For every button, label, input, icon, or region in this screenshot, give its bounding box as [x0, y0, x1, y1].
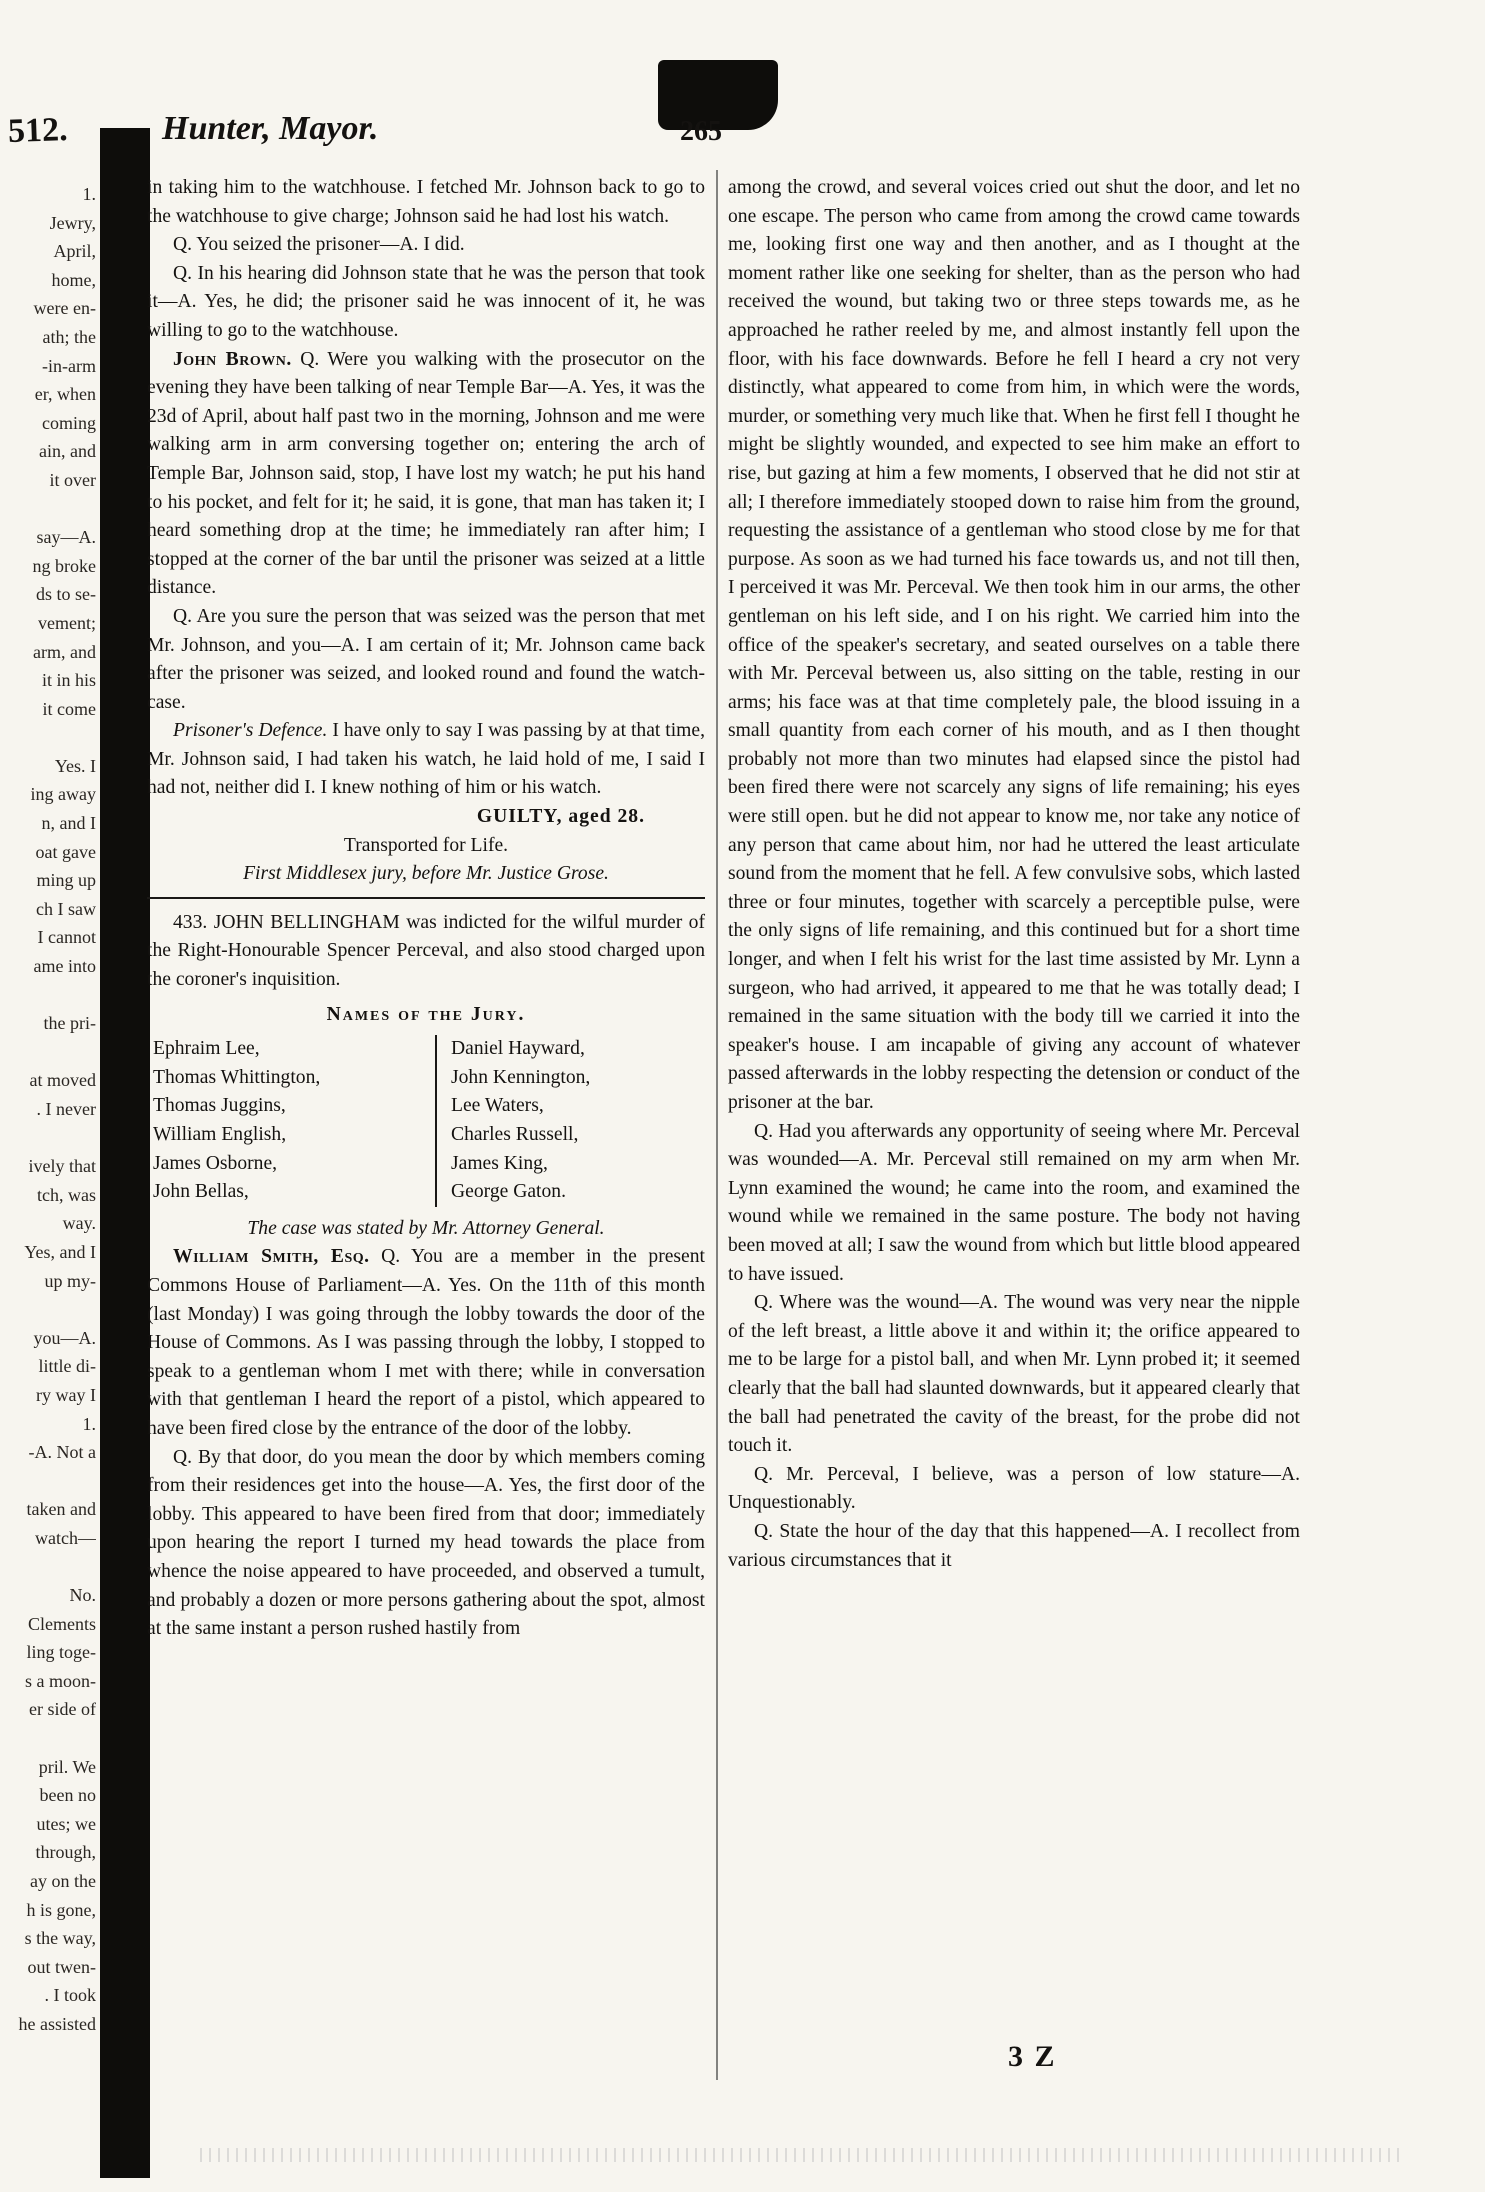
previous-page-line: were en-: [33, 298, 96, 319]
previous-page-line: ively that: [28, 1156, 96, 1177]
previous-page-line: ing away: [30, 784, 96, 805]
previous-page-line: [0, 495, 96, 524]
previous-page-line: -A. Not a: [28, 1442, 96, 1463]
previous-page-line: it over: [49, 469, 96, 490]
witness-paragraph: [147, 346, 705, 603]
previous-page-line: ling toge-: [26, 1642, 96, 1663]
witness-name: William Smith, Esq.: [173, 1246, 370, 1268]
previous-page-line: home,: [51, 269, 96, 290]
juror-name: Thomas Whittington,: [153, 1066, 321, 1088]
defence-paragraph: [147, 717, 705, 803]
defence-label: Prisoner's Defence.: [173, 720, 328, 742]
juror-name: Lee Waters,: [451, 1095, 544, 1117]
previous-page-line: Jewry,: [49, 212, 96, 233]
juror-name: James Osborne,: [153, 1152, 278, 1174]
juror-name: John Kennington,: [451, 1066, 591, 1088]
paragraph: among the crowd, and several voices cried out shut the door, and let no one escape. The person who came from among the crowd came towards me, looking first one way and then another, and as I thought at the moment rather like one seeking for shelter, than as the person who had received the wound, but taking two or three steps towards me, as he approached he rather reeled by me, and almost instantly fell upon the floor, with his face downwards. Before he fell I heard a cry not very distinctly, what appeared to come from him, in which were the words, murder, or something very much like that. When he first fell I thought he might be slightly wounded, and expected to see him make an effort to rise, but gazing at him a few moments, I observed that he did not stir at all; I therefore immediately stooped down to raise him from the ground, requesting the assistance of a gentleman who stood close by me for that purpose. As soon as we had turned his face towards us, and not till then, I perceived it was Mr. Perceval. We then took him in our arms, the other gentleman on his left side, and I on his right. We carried him into the office of the speaker's secretary, and seated ourselves on a table there with Mr. Perceval between us, also sitting on the table, resting in our arms; his face was at that time completely pale, the blood issuing in a small quantity from each corner of his mouth, and as I then thought probably not more than two minutes had elapsed since the pistol had been fired there were not scarcely any signs of life remaining; his eyes were still open. but he did not appear to know me, nor take any notice of any person that came about him, nor had he uttered the least articulate sound from the moment that he fell. A few convulsive sobs, which lasted three or four minutes, together with scarcely a perceptible pulse, were the only signs of life remaining, and this continued but for a short time longer, and when I felt his wrist for the last time assisted by Mr. Lynn a surgeon, who had arrived, it appeared to me that he was totally dead; I remained in the same situation with the body till we carried it into the speaker's house. I am incapable of giving any account of whatever passed afterwards in the lobby respecting the detension or conduct of the prisoner at the bar.: [728, 177, 1300, 1113]
paragraph: Q. Had you afterwards any opportunity of seeing where Mr. Perceval was wounded—A. Mr. Perceval still remained on my arm when Mr. Lynn examined the wound; he came into the room, and examined the wound while we remained in the same posture. The body not having been moved at all; I saw the wound from which but little blood appeared to have issued.: [728, 1120, 1300, 1285]
juror-name: George Gaton.: [451, 1181, 566, 1203]
juror-name: Daniel Hayward,: [451, 1038, 585, 1060]
previous-page-line: . I took: [44, 1985, 96, 2006]
juror-name: William English,: [153, 1124, 287, 1145]
previous-page-line: ch I saw: [36, 898, 96, 919]
juror-name: John Bellas,: [153, 1181, 249, 1203]
juror-name: Ephraim Lee,: [153, 1038, 260, 1060]
previous-page-line: say—A.: [36, 527, 96, 548]
previous-page-line: Yes. I: [54, 755, 96, 776]
previous-page-line: arm, and: [33, 641, 96, 662]
previous-page-line: it in his: [41, 670, 96, 691]
previous-page-line: ain, and: [39, 441, 96, 462]
previous-page-line: ng broke: [32, 555, 96, 576]
jury-list-left: [147, 1035, 437, 1207]
paragraph: Q. Mr. Perceval, I believe, was a person of low stature—A. Unquestionably.: [728, 1463, 1300, 1514]
witness-paragraph: [147, 1243, 705, 1443]
previous-page-line: through,: [35, 1842, 96, 1863]
previous-page-line: -in-arm: [42, 355, 96, 376]
previous-page-line: watch—: [35, 1527, 96, 1548]
previous-page-line: at moved: [29, 1070, 96, 1091]
previous-page-line: [0, 1467, 96, 1496]
previous-page-line: way.: [62, 1213, 96, 1234]
previous-page-line: oat gave: [35, 841, 96, 862]
previous-page-line: er side of: [29, 1699, 96, 1720]
witness-testimony: Q. You are a member in the present Commons House of Parliament—A. Yes. On the 11th of this month (last Monday) I was going through the lobby towards the door of the House of Commons. As I was passing through the lobby, I stopped to speak to a gentleman whom I met with there; while in conversation with that gentleman I heard the report of a pistol, which appeared to have been fired close by the entrance of the door of the lobby.: [147, 1246, 705, 1439]
previous-page-line: coming: [42, 412, 96, 433]
verdict: GUILTY, aged 28.: [476, 806, 645, 828]
juror-name: Thomas Juggins,: [153, 1095, 286, 1117]
binding-shadow: [100, 128, 150, 2178]
witness-testimony: Q. Were you walking with the prosecutor on the evening they have been talking of near Temple Bar—A. Yes, it was the 23d of April, about half past two in the morning, Johnson and me were walking arm in arm conversing together on; entering the arch of Temple Bar, Johnson said, stop, I have lost my watch; he put his hand to his pocket, and felt for it; he said, it is gone, that man has taken it; I heard something drop at the time; he immediately ran after him; I stopped at the corner of the bar until the prisoner was seized at a little distance.: [147, 348, 705, 599]
sentence: Transported for Life.: [343, 834, 509, 856]
previous-page-line: the pri-: [43, 1013, 96, 1034]
paragraph: Q. Are you sure the person that was seized was the person that met Mr. Johnson, and you—A. I am certain of it; Mr. Johnson came back after the prisoner was seized, and looked round and found the watch-case.: [147, 605, 705, 713]
section-rule: [147, 897, 705, 899]
previous-page-line: ame into: [33, 956, 96, 977]
previous-page-line: ath; the: [42, 326, 96, 347]
previous-page-line: 1.: [82, 184, 96, 204]
previous-page-line: [0, 981, 96, 1010]
previous-page-line: Yes, and I: [24, 1241, 96, 1262]
printer-signature: 3 Z: [1008, 2040, 1057, 2073]
page-header: [160, 110, 1360, 160]
previous-page-line: little di-: [38, 1356, 96, 1377]
paragraph: Q. By that door, do you mean the door by which members coming from their residences get into the house—A. Yes, the first door of the lobby. This appeared to have been fired from that door; immediately upon hearing the report I turned my head towards the place from whence the noise appeared to have proceeded, and observed a tumult, and probably a dozen or more persons gathering about the spot, almost at the same instant a person rushed hastily from: [147, 1446, 705, 1640]
previous-page-line: h is gone,: [26, 1899, 96, 1920]
previous-page-line: s the way,: [24, 1928, 96, 1949]
column-divider: [716, 170, 718, 2080]
previous-page-line: . I never: [36, 1099, 96, 1119]
paragraph: Q. You seized the prisoner—A. I did.: [173, 234, 465, 256]
paragraph: Q. In his hearing did Johnson state that he was the person that took it—A. Yes, he did; the prisoner said he was innocent of it, he was willing to go to the watchhouse.: [147, 262, 705, 341]
page-number: 265: [680, 116, 722, 147]
previous-page-line: April,: [53, 241, 96, 262]
case-stated: The case was stated by Mr. Attorney General.: [247, 1217, 605, 1239]
paragraph: in taking him to the watchhouse. I fetched Mr. Johnson back to go to the watchhouse to give charge; Johnson said he had lost his watch.: [147, 177, 705, 227]
previous-page-line: ay on the: [30, 1871, 96, 1892]
previous-page-line: s a moon-: [25, 1670, 96, 1691]
previous-page-line: No.: [69, 1585, 96, 1606]
left-column: [147, 174, 705, 1644]
jury-list-right: [437, 1035, 590, 1207]
previous-page-line: 1.: [82, 1413, 96, 1434]
right-column: [728, 174, 1300, 1575]
previous-page-line: up my-: [44, 1270, 96, 1291]
defence-text: I have only to say I was passing by at that time, Mr. Johnson said, I had taken his watch, he laid hold of me, I said I had not, neither did I. I knew nothing of him or his watch.: [147, 720, 706, 799]
previous-page-spine: [0, 0, 160, 2192]
previous-page-line: ry way I: [36, 1384, 96, 1405]
previous-page-line: [0, 1553, 96, 1582]
previous-page-line: utes; we: [36, 1813, 96, 1834]
previous-page-line: er, when: [34, 384, 96, 405]
juror-name: James King,: [451, 1152, 548, 1174]
previous-page-line: taken and: [26, 1499, 96, 1520]
previous-page-column: [0, 180, 96, 2039]
previous-page-line: tch, was: [37, 1184, 96, 1205]
running-title: Hunter, Mayor.: [162, 110, 379, 147]
previous-page-number: 512.: [7, 110, 69, 151]
previous-page-line: vement;: [38, 612, 96, 633]
previous-page-line: ming up: [36, 870, 96, 891]
jury-heading: Names of the Jury.: [326, 1003, 526, 1025]
jury-list: [147, 1035, 705, 1207]
indictment-paragraph: 433. JOHN BELLINGHAM was indicted for the wilful murder of the Right-Honourable Spencer Perceval, and also stood charged upon the coroner's inquisition.: [147, 911, 705, 991]
jury-note: First Middlesex jury, before Mr. Justice Grose.: [243, 863, 609, 885]
page-edge-marks: [200, 2148, 1400, 2162]
previous-page-line: Clements: [28, 1613, 96, 1634]
witness-name: John Brown.: [173, 348, 292, 370]
previous-page-line: pril. We: [38, 1756, 96, 1777]
previous-page-line: [0, 1038, 96, 1067]
previous-page-line: [0, 723, 96, 752]
previous-page-line: [0, 1295, 96, 1324]
juror-name: Charles Russell,: [451, 1124, 579, 1145]
previous-page-line: ds to se-: [36, 584, 96, 605]
previous-page-line: out twen-: [27, 1956, 96, 1977]
previous-page-line: it come: [42, 698, 96, 719]
previous-page-line: [0, 1724, 96, 1753]
previous-page-line: I cannot: [37, 927, 96, 948]
previous-page-line: n, and I: [41, 813, 96, 834]
previous-page-line: [0, 1124, 96, 1153]
paragraph: Q. Where was the wound—A. The wound was very near the nipple of the left breast, a little above it and within it; the orifice appeared to me to be large for a pistol ball, and when Mr. Lynn probed it; it seemed clearly that the ball had slaunted downwards, but it appeared clearly that the ball had penetrated the cavity of the breast, for the probe did not touch it.: [728, 1292, 1300, 1457]
previous-page-line: been no: [39, 1785, 96, 1806]
previous-page-line: you—A.: [33, 1327, 96, 1348]
paragraph: Q. State the hour of the day that this happened—A. I recollect from various circumstances that it: [728, 1520, 1300, 1571]
previous-page-line: he assisted: [18, 2014, 96, 2034]
